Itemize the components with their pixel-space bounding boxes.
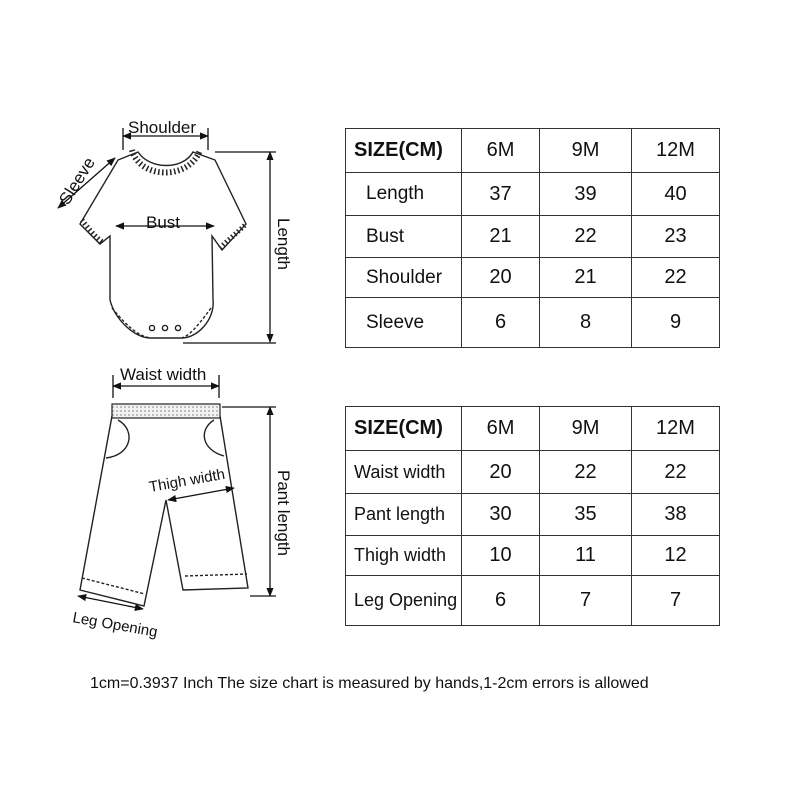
table-cell: 30	[462, 494, 540, 536]
table-header-row	[346, 407, 720, 451]
table-cell: 22	[632, 258, 720, 298]
table-cell: 12	[632, 536, 720, 576]
table-cell: 21	[462, 216, 540, 258]
size-12m-header: 12M	[632, 129, 720, 173]
table-row	[346, 216, 720, 258]
shoulder-label: Shoulder	[128, 118, 197, 137]
table-cell: 39	[540, 173, 632, 216]
footnote: 1cm=0.3937 Inch The size chart is measured by hands,1-2cm errors is allowed	[90, 675, 649, 692]
row-label: Length	[346, 173, 462, 216]
table-cell: 10	[462, 536, 540, 576]
size-header: SIZE(CM)	[346, 129, 462, 173]
table-cell: 22	[540, 216, 632, 258]
size-header: SIZE(CM)	[346, 407, 462, 451]
table-row	[346, 576, 720, 626]
table-cell: 23	[632, 216, 720, 258]
row-label: Waist width	[346, 451, 462, 494]
table-cell: 21	[540, 258, 632, 298]
table-cell: 22	[540, 451, 632, 494]
table-cell: 35	[540, 494, 632, 536]
table-cell: 22	[632, 451, 720, 494]
size-6m-header: 6M	[462, 129, 540, 173]
table-row	[346, 494, 720, 536]
table-cell: 38	[632, 494, 720, 536]
table-cell: 8	[540, 298, 632, 348]
size-12m-header: 12M	[632, 407, 720, 451]
table-cell: 20	[462, 258, 540, 298]
row-label: Shoulder	[346, 258, 462, 298]
waist-width-label: Waist width	[120, 365, 207, 384]
table-header-row	[346, 129, 720, 173]
row-label: Sleeve	[346, 298, 462, 348]
table-cell: 6	[462, 298, 540, 348]
table-cell: 37	[462, 173, 540, 216]
table-cell: 7	[632, 576, 720, 626]
table-row	[346, 258, 720, 298]
sleeve-label: Sleeve	[55, 153, 99, 209]
table-row	[346, 536, 720, 576]
size-9m-header: 9M	[540, 407, 632, 451]
size-6m-header: 6M	[462, 407, 540, 451]
table-row	[346, 173, 720, 216]
table-cell: 20	[462, 451, 540, 494]
pants-illustration	[80, 404, 248, 606]
thigh-width-label: Thigh width	[147, 465, 227, 496]
table-cell: 6	[462, 576, 540, 626]
length-label: Length	[274, 218, 293, 270]
bust-label: Bust	[146, 213, 181, 232]
size-9m-header: 9M	[540, 129, 632, 173]
pant-length-label: Pant length	[274, 470, 293, 557]
table-cell: 7	[540, 576, 632, 626]
table-cell: 9	[632, 298, 720, 348]
leg-opening-label: Leg Opening	[71, 609, 159, 641]
row-label: Pant length	[346, 494, 462, 536]
row-label: Bust	[346, 216, 462, 258]
bottom-size-table	[345, 406, 720, 626]
table-cell: 11	[540, 536, 632, 576]
row-label: Leg Opening	[346, 576, 462, 626]
table-cell: 40	[632, 173, 720, 216]
table-row	[346, 451, 720, 494]
row-label: Thigh width	[346, 536, 462, 576]
table-row	[346, 298, 720, 348]
top-size-table	[345, 128, 720, 348]
bodysuit-illustration	[80, 150, 246, 338]
